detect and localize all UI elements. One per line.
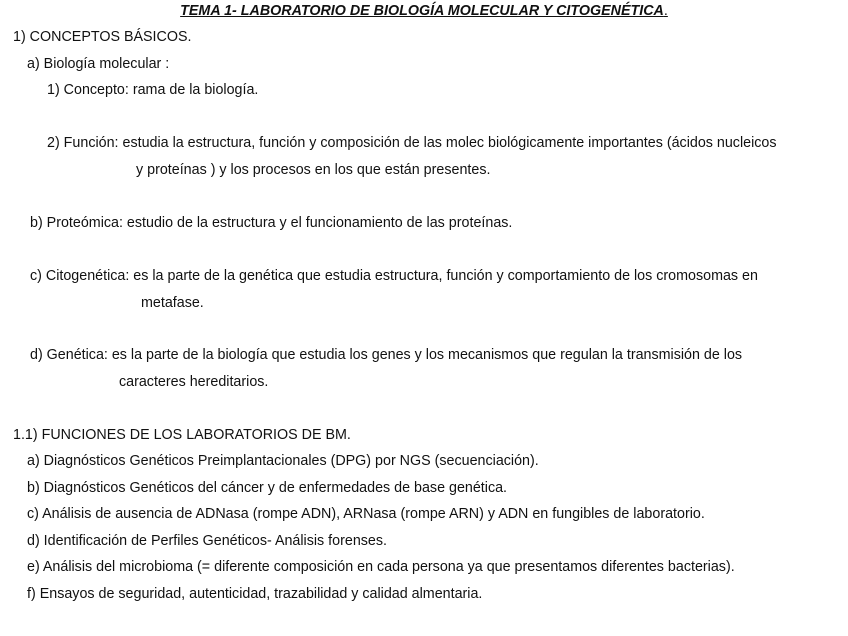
list-item: b) Diagnósticos Genéticos del cáncer y de enfermedades de base genética. bbox=[27, 480, 508, 496]
item-biologia-molecular: a) Biología molecular : bbox=[27, 56, 170, 72]
title-text: TEMA 1- LABORATORIO DE BIOLOGÍA MOLECULAR Y CITOGENÉTICA bbox=[180, 3, 664, 19]
item-funcion-line1: 2) Función: estudia la estructura, función y composición de las molec biológicamente importantes (ácidos nucleicos bbox=[47, 135, 777, 151]
list-item: d) Identificación de Perfiles Genéticos- Análisis forenses. bbox=[27, 533, 387, 549]
list-item: e) Análisis del microbioma (= diferente composición en cada persona ya que presentamos diferentes bacterias). bbox=[27, 559, 735, 575]
item-citogenetica-line2: metafase. bbox=[141, 295, 204, 311]
item-concepto: 1) Concepto: rama de la biología. bbox=[47, 82, 259, 98]
list-item: a) Diagnósticos Genéticos Preimplantacionales (DPG) por NGS (secuenciación). bbox=[27, 453, 539, 469]
section-heading-conceptos: 1) CONCEPTOS BÁSICOS. bbox=[13, 29, 192, 45]
item-citogenetica-line1: c) Citogenética: es la parte de la genética que estudia estructura, función y comportamiento de los cromosomas en bbox=[30, 268, 758, 284]
list-item: c) Análisis de ausencia de ADNasa (rompe ADN), ARNasa (rompe ARN) y ADN en fungibles de laboratorio. bbox=[27, 506, 705, 522]
item-genetica-line2: caracteres hereditarios. bbox=[119, 374, 269, 390]
item-funcion-line2: y proteínas ) y los procesos en los que están presentes. bbox=[136, 162, 491, 178]
item-proteomica: b) Proteómica: estudio de la estructura y el funcionamiento de las proteínas. bbox=[30, 215, 513, 231]
section-heading-funciones: 1.1) FUNCIONES DE LOS LABORATORIOS DE BM. bbox=[13, 427, 351, 443]
title-period: . bbox=[663, 3, 668, 19]
list-item: f) Ensayos de seguridad, autenticidad, trazabilidad y calidad almentaria. bbox=[27, 586, 483, 602]
document-title bbox=[0, 2, 848, 20]
item-genetica-line1: d) Genética: es la parte de la biología que estudia los genes y los mecanismos que regulan la transmisión de los bbox=[30, 347, 743, 363]
